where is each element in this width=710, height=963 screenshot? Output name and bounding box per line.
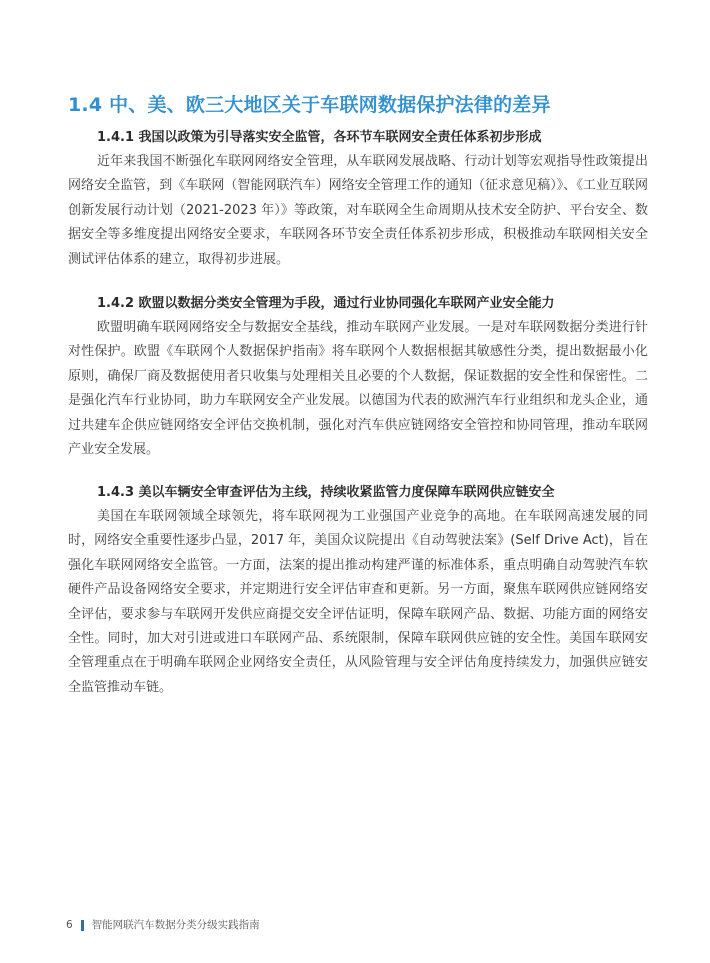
subsection-heading: 1.4.2 欧盟以数据分类安全管理为手段，通过行业协同强化车联网产业安全能力	[97, 296, 555, 311]
section-title: 1.4 中、美、欧三大地区关于车联网数据保护法律的差异	[68, 94, 551, 116]
subsection-paragraph: 美国在车联网领域全球领先，将车联网视为工业强国产业竞争的高地。在车联网高速发展的同时，网络安全重要性逐步凸显，2017 年，美国众议院提出《自动驾驶法案》(Self Drive Act)，旨在强化车联网网络安全监管。一方面，法案的提出推动构建严谨的标准体系，重点明确自动驾驶汽车软硬件产品设备网络安全要求，并定期进行安全评估审查和更新。另一方面，聚焦车联网供应链网络安全评估，要求参与车联网开发供应商提交安全评估证明，保障车联网产品、数据、功能方面的网络安全性。同时，加大对引进或进口车联网产品、系统限制，保障车联网供应链的安全性。美国车联网安全管理重点在于明确车联网企业网络安全责任，从风险管理与安全评估角度持续发力，加强供应链安全监管推动车链。	[68, 509, 648, 695]
subsection-heading: 1.4.1 我国以政策为引导落实安全监管，各环节车联网安全责任体系初步形成	[97, 130, 542, 145]
footer-divider-bar	[81, 920, 84, 931]
page-number: 6	[66, 919, 73, 931]
subsection-heading: 1.4.3 美以车辆安全审查评估为主线，持续收紧监管力度保障车联网供应链安全	[97, 485, 555, 500]
page-footer	[66, 918, 260, 932]
subsection-1-4-2	[68, 294, 648, 462]
subsection-1-4-3	[68, 483, 648, 700]
subsection-paragraph: 近年来我国不断强化车联网网络安全管理，从车联网发展战略、行动计划等宏观指导性政策提出网络安全监管，到《车联网（智能网联汽车）网络安全管理工作的通知（征求意见稿）》、《工业互联网创新发展行动计划（2021-2023 年）》等政策，对车联网全生命周期从技术安全防护、平台安全、数据安全等多维度提出网络安全要求，车联网各环节安全责任体系初步形成，积极推动车联网相关安全测试评估体系的建立，取得初步进展。	[68, 154, 648, 267]
subsection-paragraph: 欧盟明确车联网网络安全与数据安全基线，推动车联网产业发展。一是对车联网数据分类进行针对性保护。欧盟《车联网个人数据保护指南》将车联网个人数据根据其敏感性分类，提出数据最小化原则，确保厂商及数据使用者只收集与处理相关且必要的个人数据，保证数据的安全性和保密性。二是强化汽车行业协同，助力车联网安全产业发展。以德国为代表的欧洲汽车行业组织和龙头企业，通过共建车企供应链网络安全评估交换机制，强化对汽车供应链网络安全管控和协同管理，推动车联网产业安全发展。	[68, 320, 648, 458]
subsection-1-4-1	[68, 128, 648, 272]
footer-document-title: 智能网联汽车数据分类分级实践指南	[91, 919, 260, 931]
